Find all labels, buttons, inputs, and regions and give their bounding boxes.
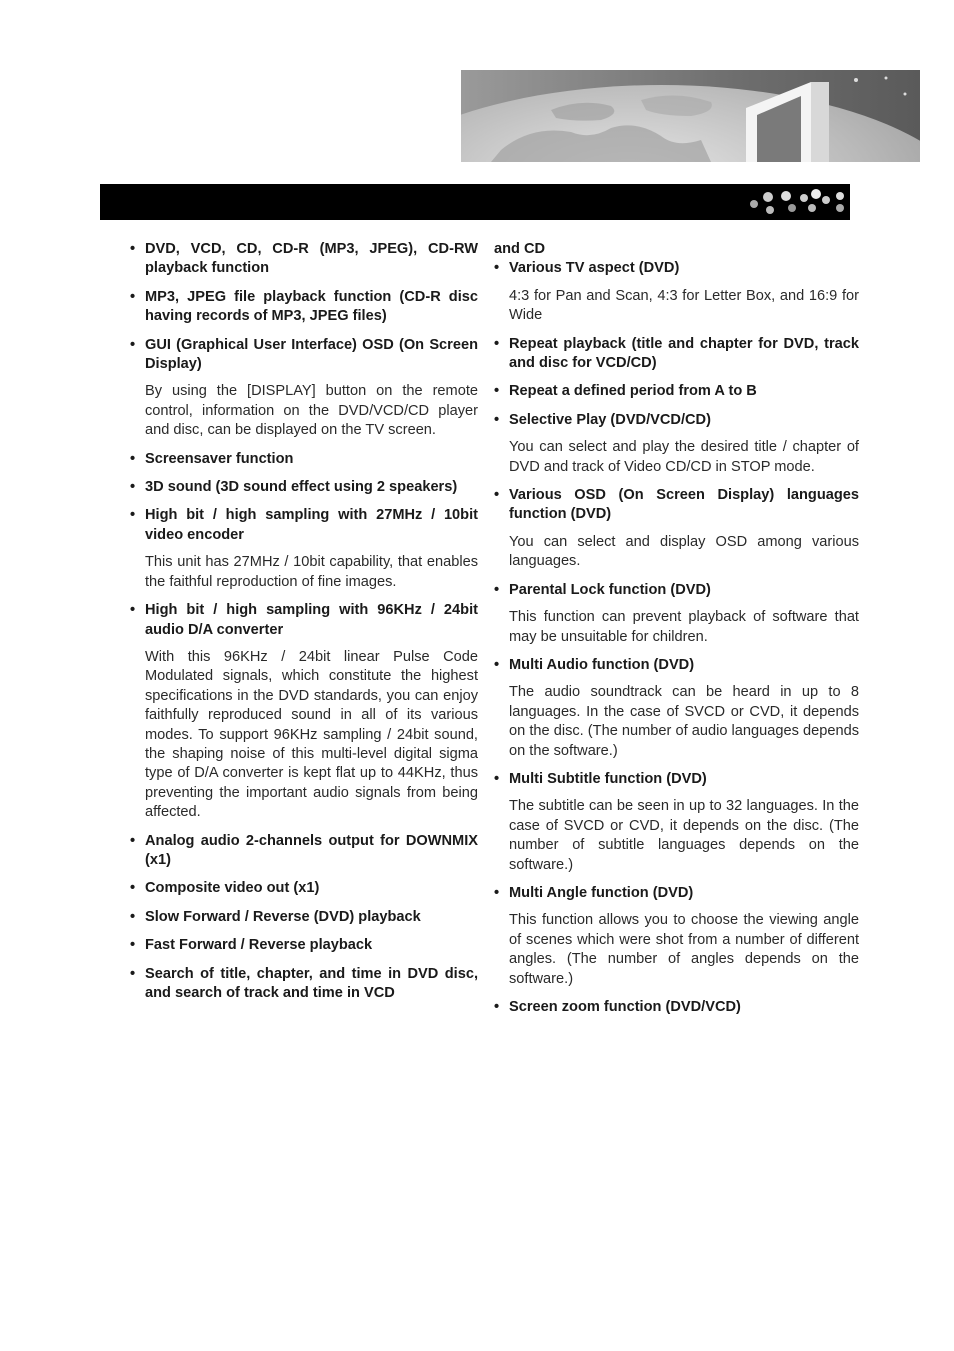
- feature-item: [130, 240, 478, 279]
- bullet-icon: •: [130, 336, 136, 353]
- feature-item: [130, 879, 478, 898]
- feature-description: 4:3 for Pan and Scan, 4:3 for Letter Box, and 16:9 for Wide: [509, 287, 859, 324]
- bullet-icon: •: [494, 335, 500, 352]
- continued-text: and CD: [494, 241, 546, 257]
- feature-title: Repeat a defined period from A to B: [509, 383, 757, 400]
- feature-description: With this 96KHz / 24bit linear Pulse Code Modulated signals, which constitute the highest specifications in the DVD standards, you can enjoy faithfully reproduced sound in all of its various modes. To support 96KHz sampling / 24bit sound, the shaping noise of this multi-level digital sigma type of D/A converter is kept flat up to 44KHz, thus preventing the important audio signals from being affected.: [145, 648, 478, 821]
- feature-description: You can select and play the desired title / chapter of DVD and track of Video CD/CD in STOP mode.: [509, 439, 859, 475]
- bullet-icon: •: [494, 999, 500, 1015]
- feature-description: This function can prevent playback of software that may be unsuitable for children.: [509, 609, 859, 645]
- feature-title: Fast Forward / Reverse playback: [145, 937, 373, 954]
- bullet-icon: •: [494, 656, 500, 673]
- feature-title: Selective Play (DVD/VCD/CD): [509, 411, 711, 428]
- feature-description: This function allows you to choose the viewing angle of scenes which were shot from a number of different angles. (The number of angles depends on the software.): [509, 912, 859, 987]
- bullet-icon: •: [494, 260, 500, 277]
- feature-title: Screen zoom function (DVD/VCD): [509, 999, 741, 1015]
- right-column: [494, 240, 859, 1026]
- feature-item: [130, 908, 478, 927]
- feature-title: DVD, VCD, CD, CD-R (MP3, JPEG), CD-RW playback function: [145, 241, 478, 277]
- bullet-icon: •: [130, 450, 136, 467]
- feature-item: [494, 998, 859, 1017]
- sparkle-dots-icon: [740, 184, 850, 220]
- feature-title: High bit / high sampling with 96KHz / 24bit audio D/A converter: [145, 602, 478, 638]
- feature-item: [130, 288, 478, 327]
- bullet-icon: •: [130, 937, 136, 954]
- feature-item: [494, 581, 859, 600]
- feature-title: Various OSD (On Screen Display) languages function (DVD): [509, 487, 859, 523]
- bullet-icon: •: [494, 487, 500, 504]
- bullet-icon: •: [494, 884, 500, 901]
- feature-item: [494, 382, 859, 401]
- feature-title: 3D sound (3D sound effect using 2 speakers): [145, 479, 458, 496]
- bullet-icon: •: [494, 411, 500, 428]
- feature-item: [130, 336, 478, 375]
- feature-item: [130, 936, 478, 955]
- bullet-icon: •: [130, 241, 136, 257]
- bullet-icon: •: [494, 770, 500, 787]
- feature-item: [494, 335, 859, 374]
- feature-description: The audio soundtrack can be heard in up to 8 languages. In the case of SVCD or CVD, it depends on the disc. (The number of audio languages depends on the software.): [509, 684, 859, 759]
- feature-item: [494, 259, 859, 278]
- feature-item: [494, 884, 859, 903]
- feature-title: Slow Forward / Reverse (DVD) playback: [145, 908, 421, 925]
- feature-item: [130, 601, 478, 640]
- feature-title: Composite video out (x1): [145, 880, 320, 897]
- bullet-icon: •: [130, 832, 136, 849]
- bullet-icon: •: [130, 507, 136, 524]
- feature-description: By using the [DISPLAY] button on the remote control, information on the DVD/VCD/CD player and disc, can be displayed on the TV screen.: [145, 383, 478, 439]
- feature-item: [130, 506, 478, 545]
- feature-item: [494, 486, 859, 525]
- bullet-icon: •: [494, 383, 500, 400]
- feature-item: [130, 478, 478, 497]
- feature-description: This unit has 27MHz / 10bit capability, that enables the faithful reproduction of fine images.: [145, 554, 478, 590]
- bullet-icon: •: [130, 880, 136, 897]
- bullet-icon: •: [494, 581, 500, 598]
- feature-title: Analog audio 2-channels output for DOWNMIX (x1): [145, 832, 478, 868]
- feature-title: Search of title, chapter, and time in DVD disc, and search of track and time in VCD: [145, 965, 478, 1001]
- bullet-icon: •: [130, 602, 136, 619]
- feature-item: [494, 656, 859, 675]
- feature-title: Multi Subtitle function (DVD): [509, 770, 707, 787]
- feature-title: MP3, JPEG file playback function (CD-R disc having records of MP3, JPEG files): [145, 288, 478, 325]
- left-column: [130, 240, 478, 1012]
- feature-title: Screensaver function: [145, 450, 294, 467]
- feature-title: GUI (Graphical User Interface) OSD (On Screen Display): [145, 336, 478, 373]
- globe-monitor-banner-icon: [461, 70, 920, 162]
- bullet-icon: •: [130, 965, 136, 982]
- feature-title: Parental Lock function (DVD): [509, 581, 711, 598]
- bullet-icon: •: [130, 908, 136, 925]
- feature-item: [494, 411, 859, 430]
- bullet-icon: •: [130, 479, 136, 496]
- feature-item: [130, 832, 478, 871]
- feature-description: The subtitle can be seen in up to 32 languages. In the case of SVCD or CVD, it depends on the disc. (The number of subtitle languages depends on the software.): [509, 798, 859, 873]
- feature-title: Repeat playback (title and chapter for DVD, track and disc for VCD/CD): [509, 335, 859, 372]
- feature-description: You can select and display OSD among various languages.: [509, 533, 859, 570]
- feature-title: Multi Angle function (DVD): [509, 884, 694, 901]
- bullet-icon: •: [130, 288, 136, 305]
- feature-title: High bit / high sampling with 27MHz / 10bit video encoder: [145, 507, 478, 543]
- feature-title: Various TV aspect (DVD): [509, 260, 680, 277]
- section-header-bar: [100, 184, 850, 220]
- feature-item: [130, 450, 478, 469]
- feature-item: [494, 770, 859, 789]
- feature-item: [130, 965, 478, 1004]
- feature-title: Multi Audio function (DVD): [509, 656, 695, 673]
